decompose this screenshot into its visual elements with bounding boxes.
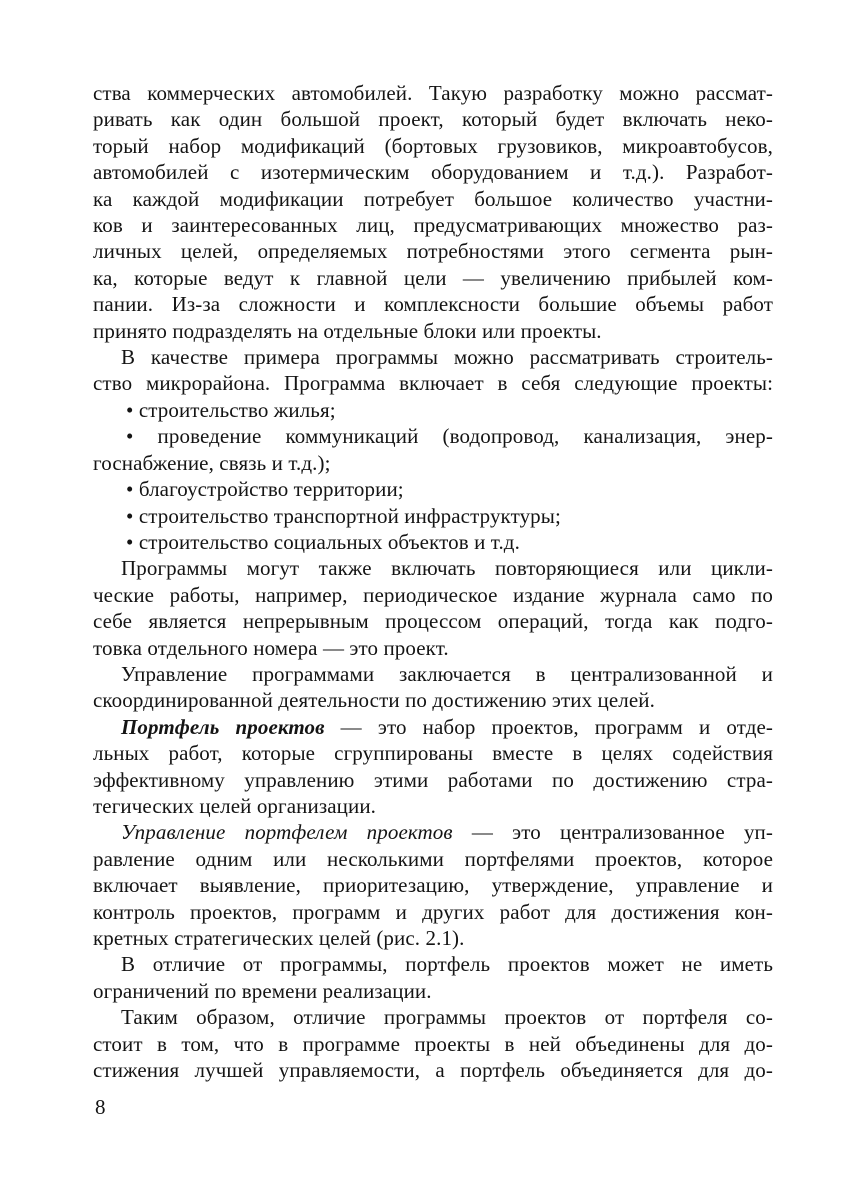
page-text [93,80,773,1083]
text-line: Таким образом, отличие программы проектов от портфеля со- [121,1005,773,1030]
text-line: личных целей, определяемых потребностями этого сегмента рын- [93,239,773,264]
text-line: Портфель проектов — это набор проектов, программ и отде- [121,714,773,739]
paragraph [93,819,773,951]
term-bold-italic: Портфель проектов [121,714,325,739]
text-line: ка каждой модификации потребует большое количество участни- [93,186,773,211]
bullet-item [93,476,773,502]
text-line: • строительство социальных объектов и т.д. [126,529,520,554]
paragraph [93,555,773,661]
bullet-item [93,423,773,476]
text-line: автомобилей с изотермическим оборудованием и т.д.). Разработ- [93,160,773,185]
bullet-icon: • [126,424,134,449]
text-line: ривать как один большой проект, который будет включать неко- [93,107,773,132]
text-line: • строительство транспортной инфраструктуры; [126,503,561,528]
text-line: стижения лучшей управляемости, а портфель объединяется для до- [93,1058,773,1083]
text-line: включает выявление, приоритезацию, утверждение, управление и [93,873,773,898]
bullet-icon: • [126,477,134,502]
text-line: • строительство жилья; [126,397,336,422]
text-line: принято подразделять на отдельные блоки или проекты. [93,318,602,343]
text-line: В качестве примера программы можно рассматривать строитель- [121,345,773,370]
text-line: ческие работы, например, периодическое издание журнала само по [93,582,773,607]
text-line: ков и заинтересованных лиц, предусматривающих множество раз- [93,213,773,238]
text-line: Программы могут также включать повторяющиеся или цикли- [121,556,773,581]
term-italic: Управление портфелем проектов [121,820,453,845]
text-line: себе является непрерывным процессом операций, тогда как подго- [93,609,773,634]
paragraph [93,714,773,820]
text-line: эффективному управлению этими работами по достижению стра- [93,767,773,792]
paragraph [93,1004,773,1083]
bullet-icon: • [126,529,134,554]
text-line: ка, которые ведут к главной цели — увеличению прибылей ком- [93,265,773,290]
text-line: стоит в том, что в программе проекты в ней объединены для до- [93,1031,773,1056]
text-line: • благоустройство территории; [126,477,404,502]
text-line: контроль проектов, программ и других работ для достижения кон- [93,899,773,924]
text-line: ство микрорайона. Программа включает в себя следующие проекты: [93,371,773,396]
text-line: равление одним или несколькими портфелями проектов, которое [93,846,773,871]
bullet-item [93,397,773,423]
text-line: Управление программами заключается в централизованной и [121,661,773,686]
text-line: В отличие от программы, портфель проектов может не иметь [121,952,773,977]
paragraph [93,661,773,714]
text-line: ства коммерческих автомобилей. Такую разработку можно рассмат- [93,81,773,105]
bullet-item [93,503,773,529]
text-line: торый набор модификаций (бортовых грузовиков, микроавтобусов, [93,133,773,158]
bullet-icon: • [126,397,134,422]
text-line: кретных стратегических целей (рис. 2.1). [93,926,465,950]
text-line: скоординированной деятельности по достижению этих целей. [93,688,655,713]
text-line: тегических целей организации. [93,793,377,818]
text-line: товка отдельного номера — это проект. [93,635,449,660]
paragraph [93,344,773,397]
text-line: ограничений по времени реализации. [93,978,432,1003]
text-line: • проведение коммуникаций (водопровод, канализация, энер- [126,424,773,449]
paragraph [93,80,773,344]
text-line: Управление портфелем проектов — это централизованное уп- [121,820,773,845]
text-line: льных работ, которые сгруппированы вместе в целях содействия [93,741,773,766]
bullet-item [93,529,773,555]
text-line: госнабжение, связь и т.д.); [93,450,331,475]
page-number: 8 [95,1095,106,1119]
text-line: пании. Из-за сложности и комплексности большие объемы работ [93,292,773,317]
paragraph [93,951,773,1004]
bullet-icon: • [126,503,134,528]
